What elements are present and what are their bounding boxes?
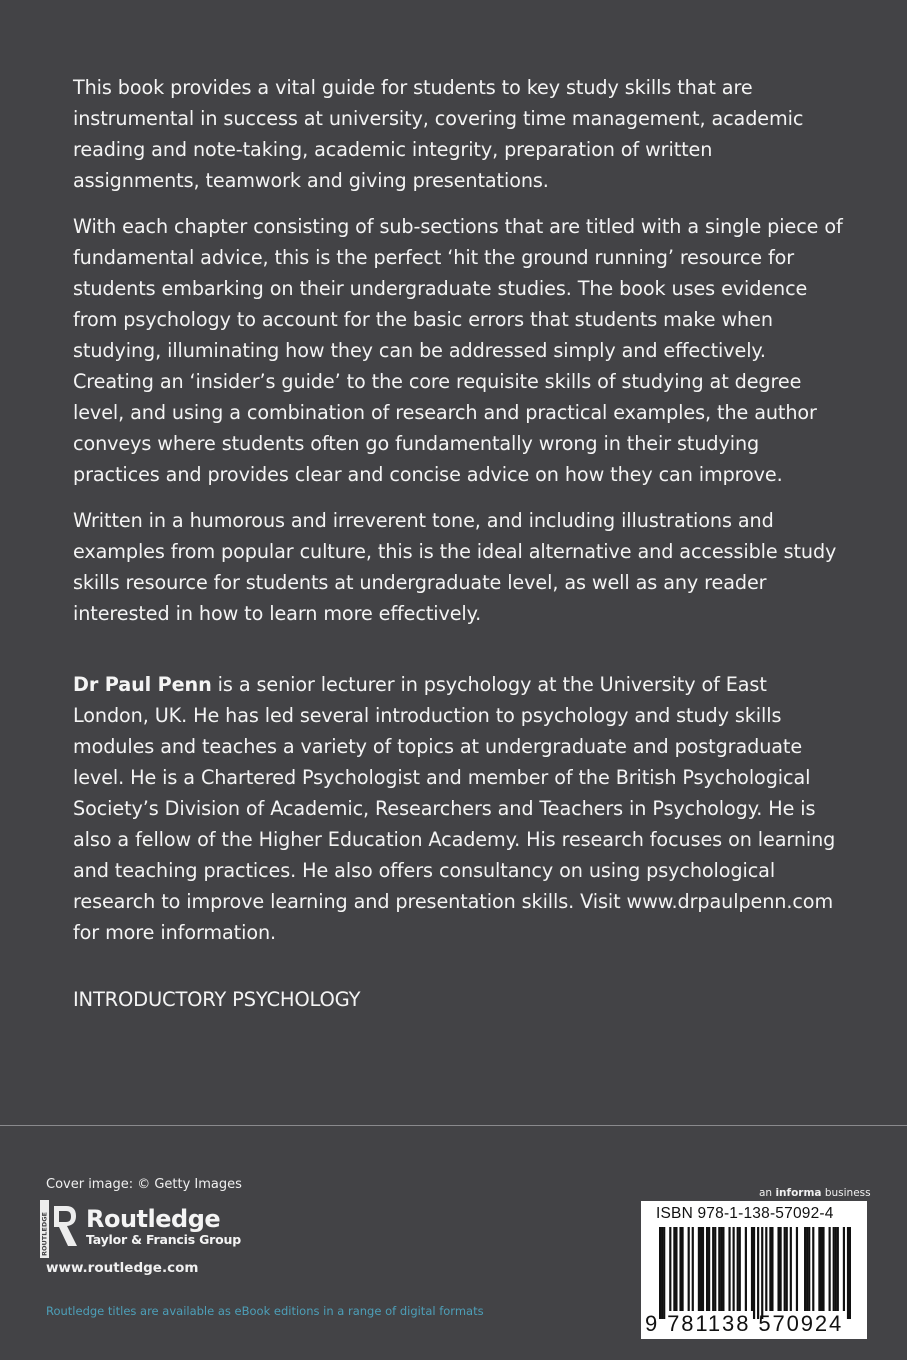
publisher-group: Taylor & Francis Group — [86, 1232, 241, 1247]
isbn-label: ISBN 978-1-138-57092-4 — [656, 1205, 834, 1222]
cover-image-credit: Cover image: © Getty Images — [46, 1177, 242, 1192]
author-bio-text: is a senior lecturer in psychology at the University of East London, UK. He has led several introduction to psychology and study skills modules and teaches a variety of topics at undergraduate and postgraduate level. He is a Chartered Psychologist and member of the British Psychological Society’s Division of Academic, Researchers and Teachers in Psychology. He is also a fellow of the Higher Education Academy. His research focuses on learning and teaching practices. He also offers consultancy on using psychological research to improve learning and presentation skills. Visit www.drpaulpenn.com for more information. — [73, 673, 836, 944]
subject-category: INTRODUCTORY PSYCHOLOGY — [73, 988, 361, 1011]
informa-prefix: an — [759, 1187, 776, 1199]
svg-text:ROUTLEDGE: ROUTLEDGE — [40, 1212, 49, 1256]
isbn-barcode — [641, 1201, 867, 1339]
ebook-note: Routledge titles are available as eBook editions in a range of digital formats — [46, 1304, 484, 1318]
publisher-name: Routledge — [86, 1205, 221, 1233]
blurb-paragraph-1: This book provides a vital guide for students to key study skills that are instrumental in success at university, covering time management, academic reading and note-taking, academic integrity, preparation of written assignments, teamwork and giving presentations. — [73, 76, 804, 192]
publisher-website: www.routledge.com — [46, 1260, 199, 1276]
barcode-icon — [659, 1227, 851, 1319]
blurb-paragraph-2: With each chapter consisting of sub-sections that are titled with a single piece of fundamental advice, this is the perfect ‘hit the ground running’ resource for students embarking on their undergraduate studies. The book uses evidence from psychology to account for the basic errors that students make when studying, illuminating how they can be addressed simply and effectively. Creating an ‘insider’s guide’ to the core requisite skills of studying at degree level, and using a combination of research and practical examples, the author conveys where students often go fundamentally wrong in their studying practices and provides clear and concise advice on how they can improve. — [73, 215, 843, 486]
author-name: Dr Paul Penn — [73, 673, 212, 696]
publisher-logo — [40, 1200, 241, 1258]
informa-brand: informa — [775, 1187, 822, 1199]
barcode-number: 9 781138 570924 — [645, 1311, 844, 1336]
informa-suffix: business — [821, 1187, 871, 1199]
back-cover-text — [73, 72, 843, 1011]
author-bio — [73, 669, 843, 948]
footer-divider — [0, 1125, 907, 1126]
informa-tagline — [759, 1187, 871, 1199]
routledge-logo-icon — [40, 1200, 80, 1258]
blurb-paragraph-3: Written in a humorous and irreverent tone, and including illustrations and examples from popular culture, this is the ideal alternative and accessible study skills resource for students at undergraduate level, as well as any reader interested in how to learn more effectively. — [73, 509, 837, 625]
